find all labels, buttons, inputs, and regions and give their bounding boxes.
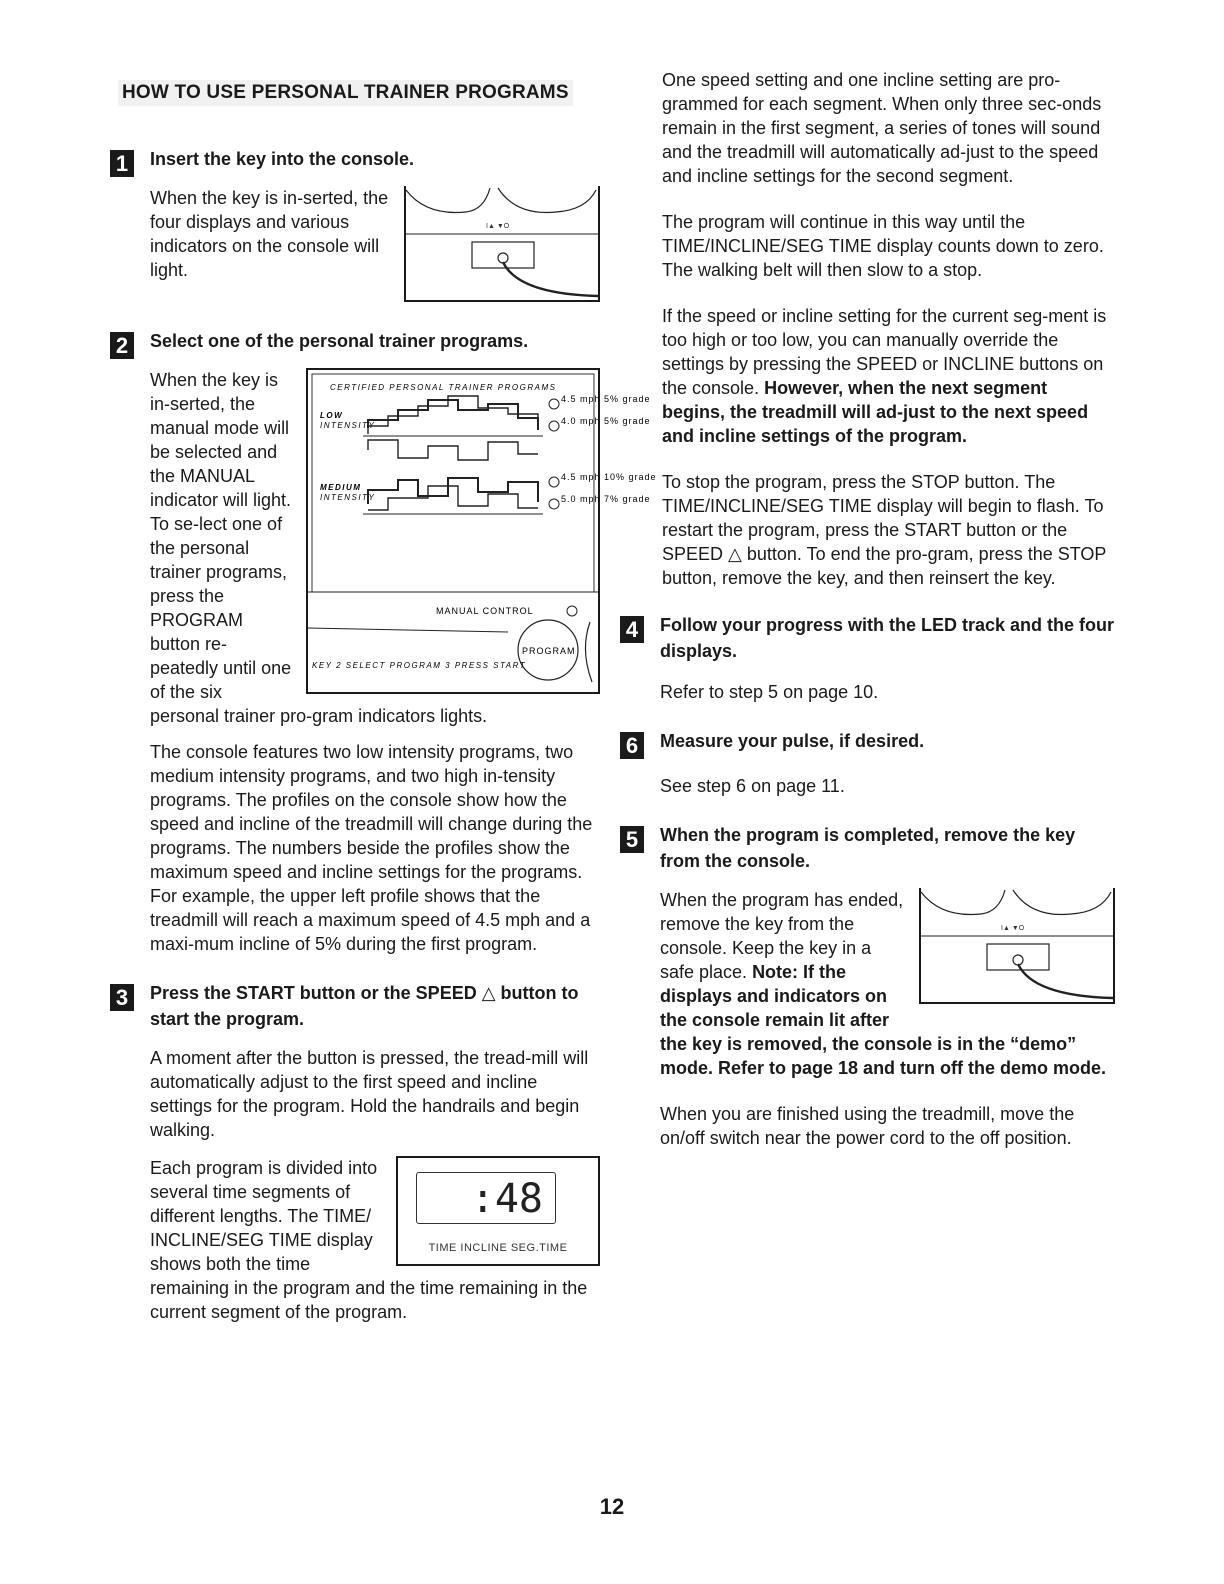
step-3-number: 3 bbox=[110, 984, 134, 1011]
panel-low-label: LOW bbox=[320, 411, 344, 420]
step-program-completed bbox=[620, 822, 1115, 1150]
step-3-heading: Press the START button or the SPEED △ button to start the program. bbox=[150, 983, 579, 1029]
time-display-labels: TIME INCLINE SEG.TIME bbox=[428, 1242, 568, 1254]
panel-instructions: KEY 2 SELECT PROGRAM 3 PRESS START bbox=[312, 661, 527, 670]
left-column bbox=[110, 70, 657, 1324]
step-2-body-1: When the key is in-serted, the manual mode will be selected and the MANUAL indicator will light. To se-lect one of the personal trainer programs, press the PROGRAM button re-peatedly until one of the six personal trainer pro-gram indicators lights. bbox=[150, 370, 488, 726]
step-2 bbox=[110, 328, 657, 956]
step-measure-pulse-number: 6 bbox=[620, 732, 644, 759]
step-4-number: 4 bbox=[620, 616, 644, 643]
right-paragraph-1: One speed setting and one incline setting are pro-grammed for each segment. When only three sec-onds remain in the first segment, a series of tones will sound and the treadmill will automatically ad-just to the speed and incline settings for the second segment. bbox=[662, 70, 1102, 186]
remove-key-indicator-label: I▲ ▼O bbox=[1001, 925, 1025, 932]
remove-key-drawing bbox=[921, 888, 1113, 1002]
medium-intensity-profiles bbox=[363, 478, 543, 514]
speed-label-2: 4.0 mph 5% grade bbox=[561, 416, 651, 426]
speed-label-3: 4.5 mph 10% grade bbox=[561, 472, 657, 482]
step-2-heading: Select one of the personal trainer programs. bbox=[150, 331, 529, 351]
right-column bbox=[620, 68, 1115, 1150]
panel-low-intensity: INTENSITY bbox=[320, 421, 376, 430]
step-4-body: Refer to step 5 on page 10. bbox=[660, 682, 879, 702]
step-measure-pulse bbox=[620, 728, 1115, 798]
manual-control-label: MANUAL CONTROL bbox=[436, 606, 534, 616]
right-paragraph-2: The program will continue in this way until the TIME/INCLINE/SEG TIME display counts down to zero. The walking belt will then slow to a stop. bbox=[662, 212, 1104, 280]
step-program-completed-heading: When the program is completed, remove the key from the console. bbox=[660, 825, 1076, 871]
step-3-body-1: A moment after the button is pressed, the tread-mill will automatically adjust to the first speed and incline settings for the program. Hold the handrails and begin walking. bbox=[150, 1048, 589, 1140]
speed-label-1: 4.5 mph 5% grade bbox=[561, 394, 651, 404]
step-3-body-2: Each program is divided into several time segments of different lengths. The TIME/ INCLINE/SEG TIME display shows both the time remaining in the program and the time remaining in the current segment of the program. bbox=[150, 1158, 588, 1322]
right-paragraph-3-normal: If the speed or incline setting for the current seg-ment is too high or too low, you can manually override the settings by pressing the SPEED or INCLINE buttons on the console. bbox=[662, 306, 1107, 398]
panel-medium-label: MEDIUM bbox=[320, 483, 362, 492]
step-program-completed-note: Note: If the displays and indicators on the console remain lit after the key is removed, the console is in the “demo” mode. Refer to page 18 and turn off the demo mode. bbox=[660, 962, 1107, 1078]
step-program-completed-number: 5 bbox=[620, 826, 644, 853]
time-display-figure bbox=[396, 1156, 600, 1266]
step-4-heading: Follow your progress with the LED track and the four displays. bbox=[660, 615, 1115, 661]
section-title: HOW TO USE PERSONAL TRAINER PROGRAMS bbox=[118, 80, 573, 106]
step-2-body-2: The console features two low intensity programs, two medium intensity programs, and two high in-tensity programs. The profiles on the console show how the speed and incline of the treadmill will change during the programs. The numbers beside the profiles show the maximum speed and incline settings for the programs. For example, the upper left profile shows that the treadmill will reach a maximum speed of 4.5 mph and a maxi-mum incline of 5% during the first program. bbox=[150, 742, 593, 954]
panel-header: CERTIFIED PERSONAL TRAINER PROGRAMS bbox=[330, 383, 557, 392]
console-indicator-label: I▲ ▼O bbox=[486, 223, 510, 230]
step-4 bbox=[620, 612, 1115, 704]
page-number: 12 bbox=[599, 1494, 625, 1519]
program-panel-drawing bbox=[308, 370, 657, 692]
time-display-lcd: :48 bbox=[416, 1172, 556, 1224]
low-intensity-profiles bbox=[363, 396, 543, 460]
key-console-drawing bbox=[406, 186, 598, 300]
remove-key-figure bbox=[919, 888, 1115, 1004]
step-1-heading: Insert the key into the console. bbox=[150, 149, 415, 169]
panel-medium-intensity: INTENSITY bbox=[320, 493, 376, 502]
step-1 bbox=[110, 146, 600, 308]
right-paragraph-3-bold: However, when the next segment begins, the treadmill will ad-just to the next speed and incline settings of the program. bbox=[662, 378, 1089, 446]
key-console-figure bbox=[404, 186, 600, 302]
program-panel-figure bbox=[306, 368, 657, 694]
manual-control-led bbox=[567, 606, 577, 616]
right-paragraph-3 bbox=[662, 304, 1115, 448]
step-program-completed-body-2: When you are finished using the treadmill, move the on/off switch near the power cord to the off position. bbox=[660, 1104, 1075, 1148]
step-measure-pulse-heading: Measure your pulse, if desired. bbox=[660, 731, 925, 751]
right-paragraph-4: To stop the program, press the STOP button. The TIME/INCLINE/SEG TIME display will begin to flash. To restart the program, press the START button or the SPEED △ button. To end the pro-gram, press the STOP button, remove the key, and then reinsert the key. bbox=[662, 472, 1107, 588]
step-1-body: When the key is in-serted, the four displays and various indicators on the console will light. bbox=[150, 188, 389, 280]
step-program-completed-body-normal: When the program has ended, remove the key from the console. Keep the key in a safe place. bbox=[660, 890, 904, 982]
speed-label-4: 5.0 mph 7% grade bbox=[561, 494, 651, 504]
step-3 bbox=[110, 980, 600, 1324]
step-2-number: 2 bbox=[110, 332, 134, 359]
step-1-number: 1 bbox=[110, 150, 134, 177]
step-measure-pulse-body: See step 6 on page 11. bbox=[660, 776, 845, 796]
program-button-label: PROGRAM bbox=[522, 646, 576, 656]
